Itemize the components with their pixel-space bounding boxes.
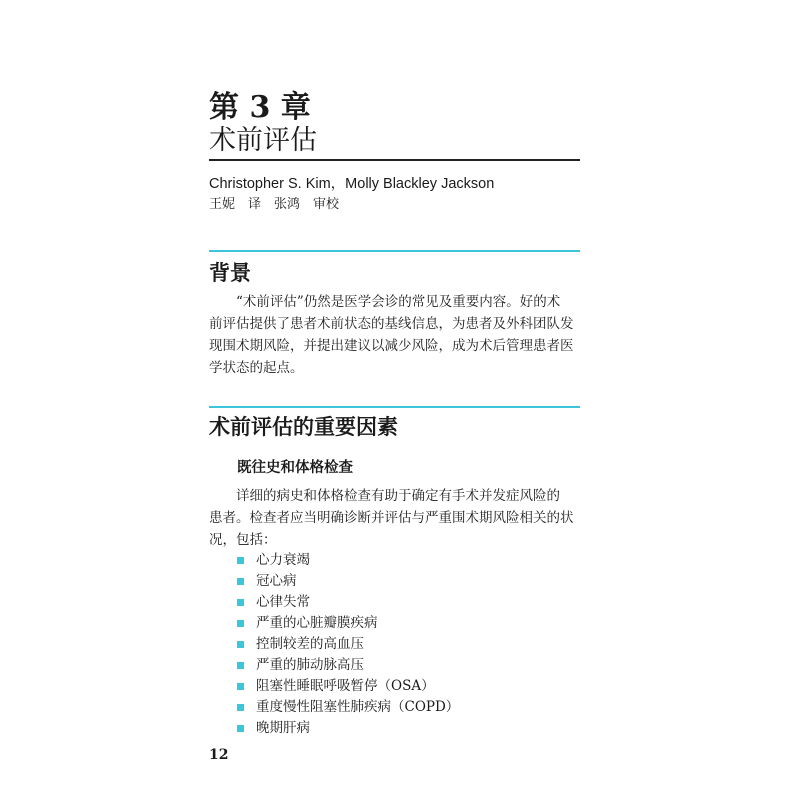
authors: Christopher S. Kim，Molly Blackley Jackson [209,176,495,192]
list-item: 阻塞性睡眠呼吸暂停（OSA） [237,676,459,697]
list-item: 冠心病 [237,571,459,592]
paragraph-line: 学状态的起点。 [209,360,304,376]
list-item: 重度慢性阻塞性肺疾病（COPD） [237,697,459,718]
square-bullet-icon [237,683,244,690]
translators: 王妮 译 张鸿 审校 [209,197,340,212]
paragraph-line: “术前评估”仍然是医学会诊的常见及重要内容。好的术 [236,294,561,310]
section-divider-factors [209,406,580,408]
chapter-number: 第 3 章 [209,90,311,125]
section-heading-background: 背景 [209,260,251,285]
square-bullet-icon [237,704,244,711]
square-bullet-icon [237,662,244,669]
list-item: 严重的肺动脉高压 [237,655,459,676]
square-bullet-icon [237,725,244,732]
title-divider [209,159,580,161]
list-item: 严重的心脏瓣膜疾病 [237,613,459,634]
section-heading-factors: 术前评估的重要因素 [209,414,398,439]
subheading-history-exam: 既往史和体格检查 [237,460,353,476]
square-bullet-icon [237,599,244,606]
background-paragraph [209,291,580,379]
paragraph-line: 详细的病史和体格检查有助于确定有手术并发症风险的 [236,488,560,504]
chapter-title: 术前评估 [209,125,317,156]
square-bullet-icon [237,641,244,648]
history-paragraph [209,485,580,551]
paragraph-line: 况，包括： [209,532,277,548]
square-bullet-icon [237,620,244,627]
page-number: 12 [209,747,229,763]
list-item: 控制较差的高血压 [237,634,459,655]
square-bullet-icon [237,578,244,585]
list-item: 晚期肝病 [237,718,459,739]
square-bullet-icon [237,557,244,564]
list-item: 心律失常 [237,592,459,613]
paragraph-line: 现围术期风险，并提出建议以减少风险，成为术后管理患者医 [209,338,574,354]
paragraph-line: 前评估提供了患者术前状态的基线信息，为患者及外科团队发 [209,316,574,332]
list-item: 心力衰竭 [237,550,459,571]
paragraph-line: 患者。检查者应当明确诊断并评估与严重围术期风险相关的状 [209,510,574,526]
risk-conditions-list [237,550,459,739]
section-divider-background [209,250,580,252]
